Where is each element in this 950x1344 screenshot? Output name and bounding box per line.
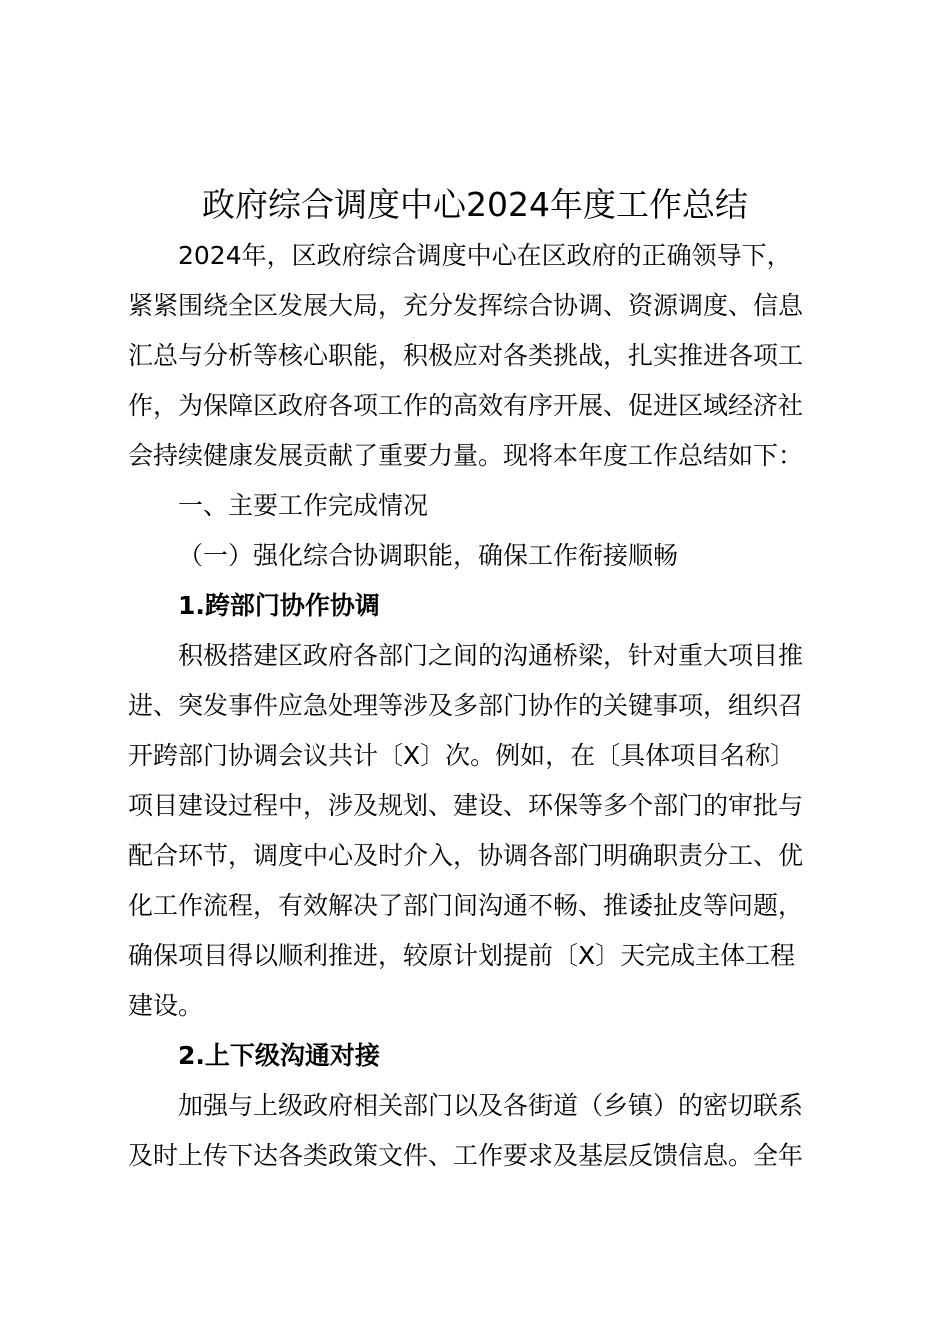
body-line: 进、突发事件应急处理等涉及多部门协作的关键事项，组织召 xyxy=(128,691,804,720)
body-line: 开跨部门协调会议共计〔X〕次。例如，在〔具体项目名称〕 xyxy=(128,741,796,770)
body-line: 加强与上级政府相关部门以及各街道（乡镇）的密切联系 xyxy=(178,1091,804,1120)
subsection-heading: （一）强化综合协调职能，确保工作衔接顺畅 xyxy=(178,541,679,570)
body-line: 建设。 xyxy=(128,991,204,1020)
body-line: 项目建设过程中，涉及规划、建设、环保等多个部门的审批与 xyxy=(128,791,804,820)
intro-line: 会持续健康发展贡献了重要力量。现将本年度工作总结如下： xyxy=(128,441,804,470)
intro-line: 汇总与分析等核心职能，积极应对各类挑战，扎实推进各项工 xyxy=(128,341,804,370)
item-heading: 1.跨部门协作协调 xyxy=(178,591,380,620)
item-heading: 2.上下级沟通对接 xyxy=(178,1041,380,1070)
body-line: 积极搭建区政府各部门之间的沟通桥梁，针对重大项目推 xyxy=(178,641,804,670)
section-heading: 一、主要工作完成情况 xyxy=(178,491,429,520)
document-title: 政府综合调度中心2024年度工作总结 xyxy=(202,185,748,224)
body-line: 确保项目得以顺利推进，较原计划提前〔X〕天完成主体工程 xyxy=(128,941,796,970)
body-line: 化工作流程，有效解决了部门间沟通不畅、推诿扯皮等问题， xyxy=(128,891,804,920)
body-line: 及时上传下达各类政策文件、工作要求及基层反馈信息。全年 xyxy=(128,1141,804,1170)
intro-line: 2024年，区政府综合调度中心在区政府的正确领导下， xyxy=(178,241,792,270)
intro-line: 紧紧围绕全区发展大局，充分发挥综合协调、资源调度、信息 xyxy=(128,291,804,320)
body-line: 配合环节，调度中心及时介入，协调各部门明确职责分工、优 xyxy=(128,841,804,870)
intro-line: 作，为保障区政府各项工作的高效有序开展、促进区域经济社 xyxy=(128,391,804,420)
